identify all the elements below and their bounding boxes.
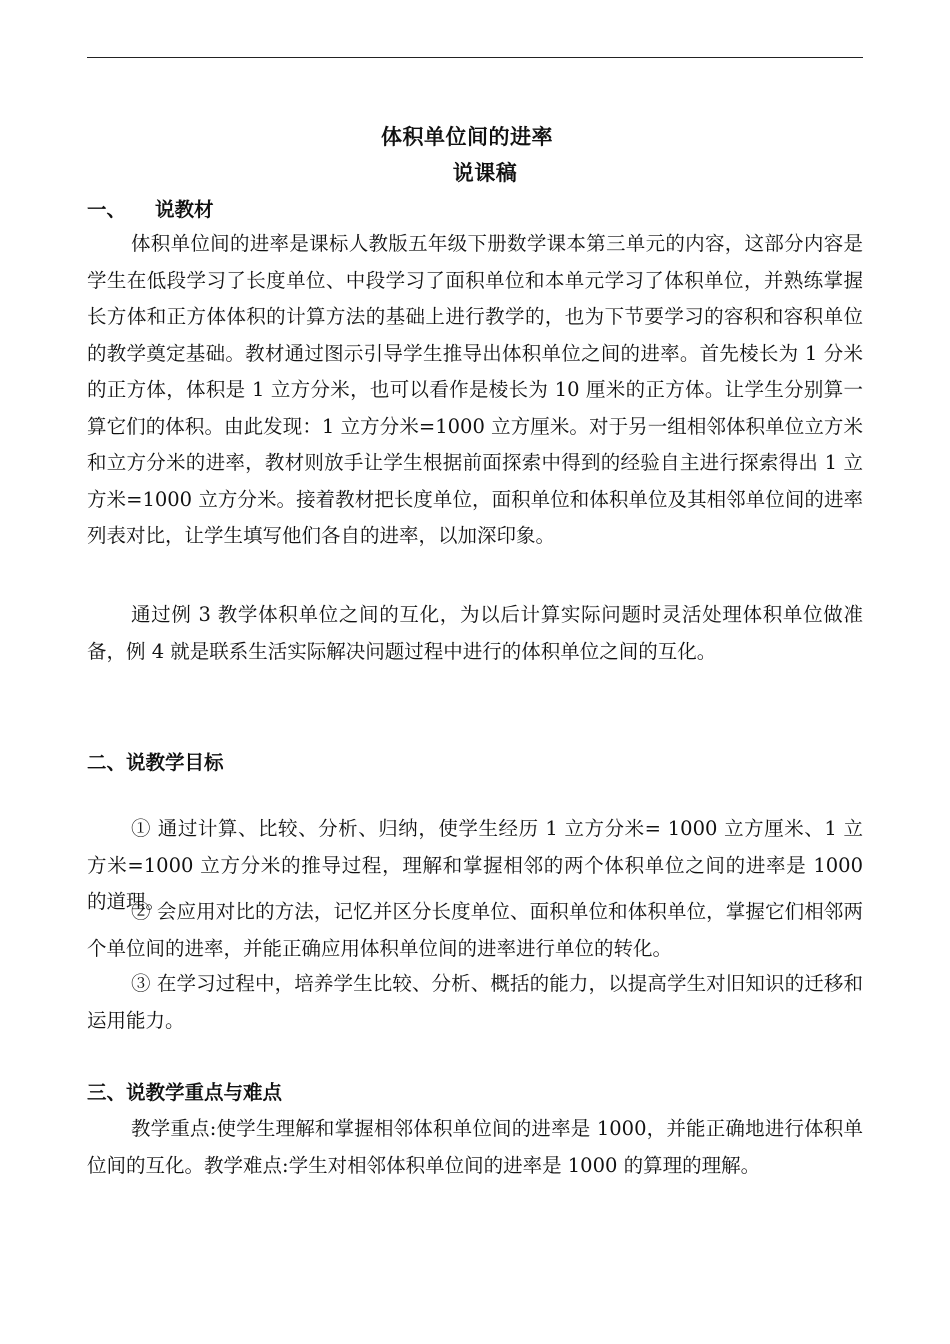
section-heading-2 <box>87 748 224 778</box>
section-title-2: 说教学目标 <box>126 751 224 774</box>
section-number-2: 二、 <box>87 751 127 774</box>
section-heading-3 <box>87 1078 282 1108</box>
section-heading-1 <box>87 195 214 225</box>
section-title-3: 说教学重点与难点 <box>126 1081 283 1104</box>
header-rule <box>87 57 863 58</box>
document-subtitle: 说课稿 <box>452 161 518 185</box>
document-title: 体积单位间的进率 <box>381 125 553 149</box>
paragraph: 教学重点:使学生理解和掌握相邻体积单位间的进率是 1000，并能正确地进行体积单位间的互化。教学难点:学生对相邻体积单位间的进率是 1000 的算理的理解。 <box>87 1117 863 1177</box>
objective-item: ② 会应用对比的方法，记忆并区分长度单位、面积单位和体积单位，掌握它们相邻两个单位间的进率，并能正确应用体积单位间的进率进行单位的转化。 <box>87 900 863 960</box>
section-title-1: 说教材 <box>155 198 214 221</box>
paragraph: 体积单位间的进率是课标人教版五年级下册数学课本第三单元的内容，这部分内容是学生在低段学习了长度单位、中段学习了面积单位和本单元学习了体积单位，并熟练掌握长方体和正方体体积的计算方法的基础上进行教学的，也为下节要学习的容积和容积单位的教学奠定基础。教材通过图示引导学生推导出体积单位之间的进率。首先棱长为 1 分米的正方体，体积是 1 立方分米，也可以看作是棱长为 10 厘米的正方体。让学生分别算一算它们的体积。由此发现：1 立方分米=1000 立方厘米。对于另一组相邻体积单位立方米和立方分米的进率，教材则放手让学生根据前面探索中得到的经验自主进行探索得出 1 立方米=1000 立方分米。接着教材把长度单位，面积单位和体积单位及其相邻单位间的进率列表对比，让学生填写他们各自的进率，以加深印象。 <box>87 232 863 547</box>
objective-item: ③ 在学习过程中，培养学生比较、分析、概括的能力，以提高学生对旧知识的迁移和运用能力。 <box>87 972 863 1032</box>
objective-item: ① 通过计算、比较、分析、归纳，使学生经历 1 立方分米= 1000 立方厘米、1 立方米=1000 立方分米的推导过程，理解和掌握相邻的两个体积单位之间的进率是 1000 的道理。 <box>87 817 863 913</box>
paragraph: 通过例 3 教学体积单位之间的互化，为以后计算实际问题时灵活处理体积单位做准备，例 4 就是联系生活实际解决问题过程中进行的体积单位之间的互化。 <box>87 603 863 663</box>
section-number-3: 三、 <box>87 1081 127 1104</box>
section-number-1: 一、 <box>87 198 127 221</box>
